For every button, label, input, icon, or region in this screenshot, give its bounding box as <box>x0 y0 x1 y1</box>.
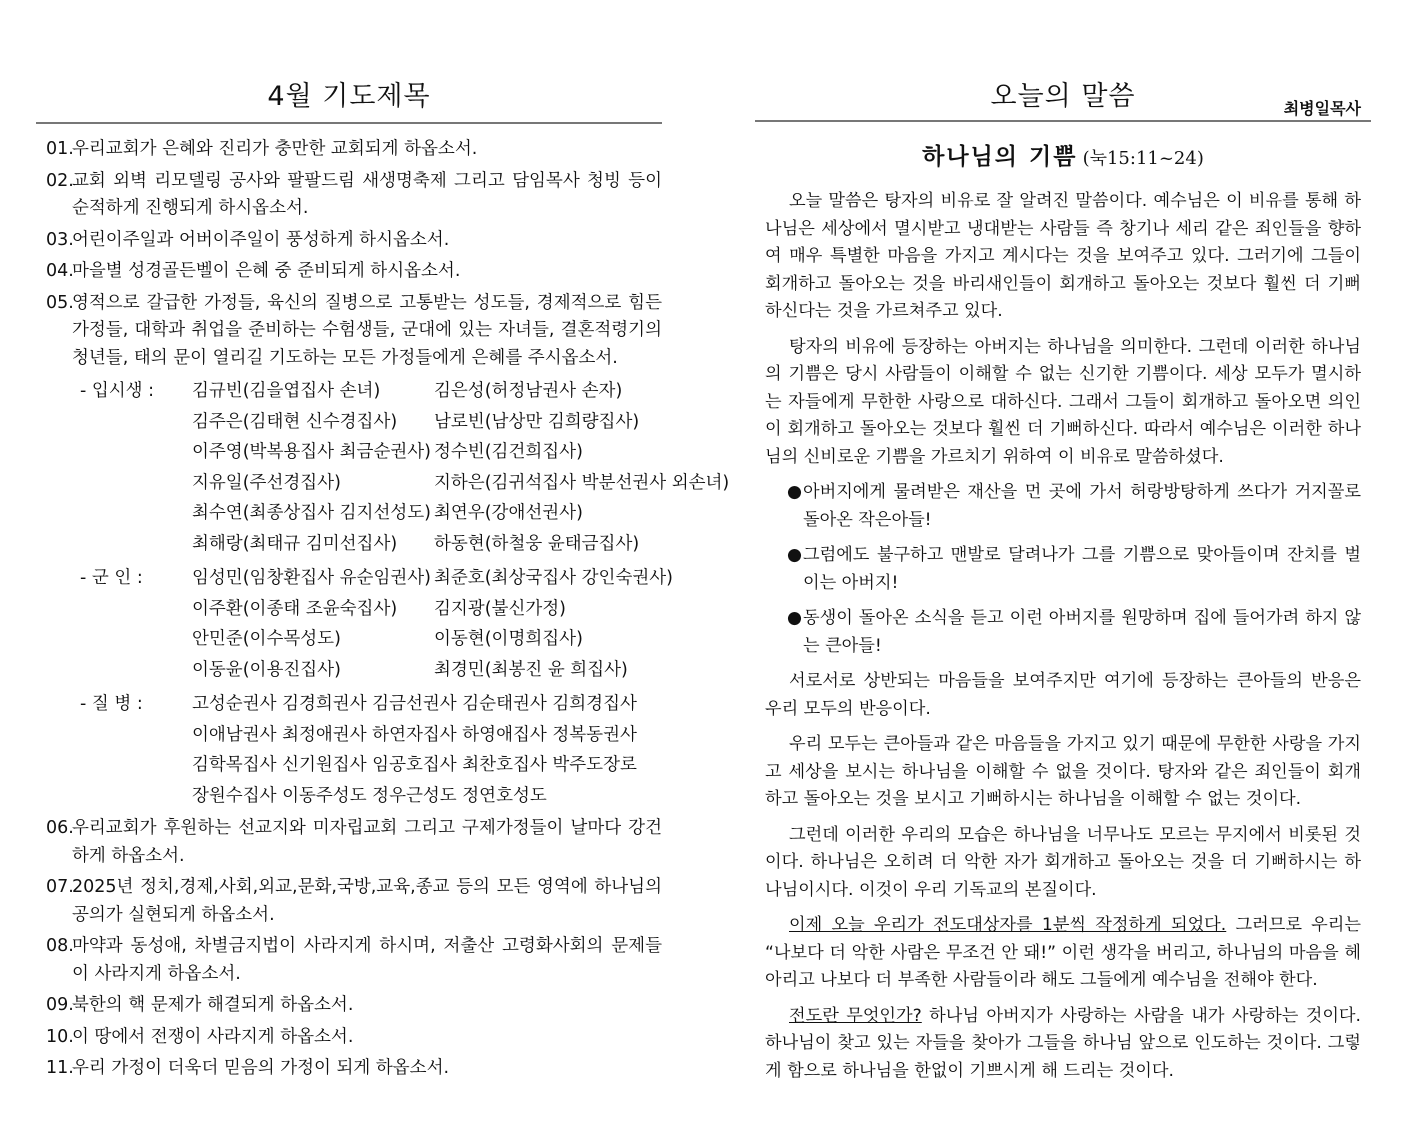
prayer-num: 06. <box>46 818 74 838</box>
paragraph-text: 그러므로 우리는 “나보다 더 악한 사람은 무조건 안 돼!” 이런 생각을 버리고, 하나님의 마음을 헤아리고 나보다 더 부족한 사람들이라 해도 그들에게 예수님을 전해야 한다. <box>765 915 1361 990</box>
bullet-icon: ● <box>787 482 802 502</box>
sermon-bullet <box>765 542 1361 597</box>
name-entry: 최수연(최종상집사 김지선성도) <box>192 503 431 523</box>
prayer-text: 우리교회가 은혜와 진리가 충만한 교회되게 하옵소서. <box>72 139 478 159</box>
sick-row <box>46 689 662 720</box>
students-row <box>46 529 662 560</box>
sermon-bullet <box>765 479 1361 534</box>
prayer-num: 04. <box>46 261 74 281</box>
name-entry: 지하은(김귀석집사 박분선권사 외손녀) <box>434 472 730 493</box>
sermon-paragraph <box>765 1003 1361 1086</box>
name-entry: 김규빈(김을엽집사 손녀) <box>192 381 381 401</box>
soldiers-label: - 군 인 : <box>80 568 143 588</box>
sermon-paragraph <box>765 912 1361 995</box>
sick-row <box>46 781 662 812</box>
sermon-bullet <box>765 605 1361 660</box>
sermon-paragraph: 그런데 이러한 우리의 모습은 하나님을 너무나도 모르는 무지에서 비롯된 것이다. 하나님은 오히려 더 악한 자가 회개하고 돌아오는 것을 더 기뻐하시는 하나님이시다. 이것이 우리 기독교의 본질이다. <box>765 824 1361 900</box>
bullet-icon: ● <box>787 545 802 565</box>
soldiers-group <box>46 563 673 685</box>
prayer-text: 마을별 성경골든벨이 은혜 중 준비되게 하시옵소서. <box>72 261 461 281</box>
sick-names: 김학목집사 신기원집사 임공호집사 최찬호집사 박주도장로 <box>192 755 637 775</box>
sermon-title: 하나님의 기쁨 <box>922 144 1078 170</box>
prayer-num: 01. <box>46 139 74 159</box>
students-group <box>46 376 730 559</box>
prayer-text: 우리교회가 후원하는 선교지와 미자립교회 그리고 구제가정들이 날마다 강건하게 하옵소서. <box>72 818 662 866</box>
students-label: - 입시생 : <box>80 381 155 401</box>
paragraph-text: 하나님 아버지가 사랑하는 사람을 내가 사랑하는 것이다. 하나님이 찾고 있는 자들을 찾아가 그들을 하나님 앞으로 인도하는 것이다. 그렇게 함으로 하나님을 한없이 기쁘시게 해 드리는 것이다. <box>765 1005 1361 1081</box>
soldiers-row <box>46 624 662 655</box>
prayer-item-07 <box>46 874 662 929</box>
sermon-paragraph: 우리 모두는 큰아들과 같은 마음들을 가지고 있기 때문에 무한한 사랑을 가지고 세상을 보시는 하나님을 이해할 수 없을 것이다. 탕자와 같은 죄인들이 회개하고 돌아오는 것을 보시고 기뻐하시는 하나님을 이해할 수 없는 것이다. <box>765 734 1361 809</box>
pastor-name: 최병일목사 <box>1283 99 1361 118</box>
sick-names: 이애남권사 최정애권사 하연자집사 하영애집사 정복동권사 <box>192 724 637 745</box>
sermon-heading <box>755 138 1371 171</box>
prayer-item-06 <box>46 815 662 870</box>
soldiers-row <box>46 563 673 594</box>
sermon-title-rule <box>755 120 1371 122</box>
name-entry: 이주환(이종태 조윤숙집사) <box>192 598 398 619</box>
prayer-num: 10. <box>46 1026 74 1047</box>
prayer-num: 11. <box>46 1058 74 1078</box>
sermon-body <box>765 188 1361 1093</box>
prayer-item-02 <box>46 168 662 223</box>
sermon-section-title: 오늘의 말씀 <box>990 81 1136 112</box>
prayer-text: 2025년 정치,경제,사회,외교,문화,국방,교육,종교 등의 모든 영역에 하나님의 공의가 실현되게 하옵소서. <box>72 877 662 925</box>
prayer-text: 영적으로 갈급한 가정들, 육신의 질병으로 고통받는 성도들, 경제적으로 힘든 가정들, 대학과 취업을 준비하는 수험생들, 군대에 있는 자녀들, 결혼적령기의 청년들, 태의 문이 열리길 기도하는 모든 가정들에게 은혜를 주시옵소서. <box>72 292 662 368</box>
prayer-item-05 <box>46 290 662 373</box>
prayer-text: 마약과 동성애, 차별금지법이 사라지게 하시며, 저출산 고령화사회의 문제들이 사라지게 하옵소서. <box>72 936 662 984</box>
name-entry: 이동현(이명희집사) <box>434 629 583 649</box>
name-entry: 안민준(이수목성도) <box>192 629 341 649</box>
prayer-text: 북한의 핵 문제가 해결되게 하옵소서. <box>72 995 354 1015</box>
sick-names: 고성순권사 김경희권사 김금선권사 김순태권사 김희경집사 <box>192 694 637 714</box>
students-row <box>46 407 662 438</box>
students-row <box>46 498 662 529</box>
prayer-num: 09. <box>46 995 74 1015</box>
sick-row <box>46 750 662 781</box>
name-entry: 정수빈(김건희집사) <box>434 442 583 462</box>
students-row <box>46 437 662 468</box>
name-entry: 하동현(하철웅 윤태금집사) <box>434 533 640 554</box>
prayer-item-03 <box>46 227 662 255</box>
prayer-num: 08. <box>46 936 74 956</box>
sick-row <box>46 720 662 751</box>
name-entry: 최해랑(최태규 김미선집사) <box>192 533 398 554</box>
name-entry: 김은성(허정남권사 손자) <box>434 381 623 401</box>
prayer-item-04 <box>46 258 662 286</box>
sermon-paragraph: 서로서로 상반되는 마음들을 보여주지만 여기에 등장하는 큰아들의 반응은 우리 모두의 반응이다. <box>765 671 1361 719</box>
prayer-item-10 <box>46 1024 662 1052</box>
name-entry: 김주은(김태현 신수경집사) <box>192 411 398 432</box>
prayer-title: 4월 기도제목 <box>267 81 431 112</box>
prayer-num: 05. <box>46 292 74 313</box>
prayer-text: 이 땅에서 전쟁이 사라지게 하옵소서. <box>72 1026 354 1047</box>
prayer-text: 교회 외벽 리모델링 공사와 팔팔드림 새생명축제 그리고 담임목사 청빙 등이 순적하게 진행되게 하시옵소서. <box>72 170 662 218</box>
sermon-paragraph: 탕자의 비유에 등장하는 아버지는 하나님을 의미한다. 그런데 이러한 하나님의 기쁨은 당시 사람들이 이해할 수 없는 신기한 기쁨이다. 세상 모두가 멸시하는 자들에게 무한한 사랑으로 대하신다. 그래서 그들이 회개하고 돌아오면 의인이 회개하고 돌아오는 것보다 훨씬 더 기뻐하신다. 따라서 예수님은 이러한 하나님의 신비로운 기쁨을 가르치기 위하여 이 비유로 말씀하셨다. <box>765 336 1361 467</box>
sermon-paragraph: 오늘 말씀은 탕자의 비유로 잘 알려진 말씀이다. 예수님은 이 비유를 통해 하나님은 세상에서 멸시받고 냉대받는 사람들 즉 창기나 세리 같은 죄인들을 향하여 매우 특별한 마음을 가지고 계시다는 것을 보여주고 있다. 그러기에 그들이 회개하고 돌아오는 것을 바리새인들이 회개하고 돌아오는 것보다 훨씬 더 기뻐하신다는 것을 가르쳐주고 있다. <box>765 191 1361 321</box>
prayer-text: 우리 가정이 더욱더 믿음의 가정이 되게 하옵소서. <box>72 1058 450 1078</box>
students-row <box>46 376 662 407</box>
name-entry: 임성민(임창환집사 유순임권사) <box>192 568 431 588</box>
sermon-reference: (눅15:11~24) <box>1082 148 1204 169</box>
prayer-list <box>46 136 730 1087</box>
students-row <box>46 468 730 499</box>
bullet-text: 아버지에게 물려받은 재산을 먼 곳에 가서 허랑방탕하게 쓰다가 거지꼴로 돌아온 작은아들! <box>803 482 1361 530</box>
name-entry: 최준호(최상국집사 강인숙권사) <box>434 568 673 588</box>
name-entry: 이동윤(이용진집사) <box>192 659 341 680</box>
underlined-text: 전도란 무엇인가? <box>789 1005 922 1026</box>
prayer-num: 03. <box>46 229 74 250</box>
prayer-num: 02. <box>46 170 74 191</box>
prayer-item-11 <box>46 1055 662 1083</box>
name-entry: 이주영(박복용집사 최금순권사) <box>192 442 431 462</box>
bullet-text: 그럼에도 불구하고 맨발로 달려나가 그를 기쁨으로 맞아들이며 잔치를 벌이는 아버지! <box>803 545 1361 593</box>
name-entry: 최경민(최봉진 윤 희집사) <box>434 659 628 680</box>
sick-label: - 질 병 : <box>80 694 143 714</box>
prayer-num: 07. <box>46 877 74 897</box>
prayer-item-09 <box>46 992 662 1020</box>
bullet-text: 동생이 돌아온 소식을 듣고 이런 아버지를 원망하며 집에 들어가려 하지 않는 큰아들! <box>803 608 1361 656</box>
prayer-text: 어린이주일과 어버이주일이 풍성하게 하시옵소서. <box>72 229 450 250</box>
name-entry: 지유일(주선경집사) <box>192 472 341 493</box>
name-entry: 최연우(강애선권사) <box>434 503 583 523</box>
prayer-item-08 <box>46 933 662 988</box>
soldiers-row <box>46 594 662 625</box>
soldiers-row <box>46 655 662 686</box>
sick-names: 장원수집사 이동주성도 정우근성도 정연호성도 <box>192 785 547 806</box>
name-entry: 남로빈(남상만 김희량집사) <box>434 411 640 432</box>
underlined-text: 이제 오늘 우리가 전도대상자를 1분씩 작정하게 되었다. <box>789 915 1227 935</box>
prayer-title-rule <box>36 122 662 124</box>
prayer-item-01 <box>46 136 662 164</box>
bullet-icon: ● <box>787 608 802 628</box>
sick-group <box>46 689 662 811</box>
name-entry: 김지광(불신가정) <box>434 598 566 619</box>
